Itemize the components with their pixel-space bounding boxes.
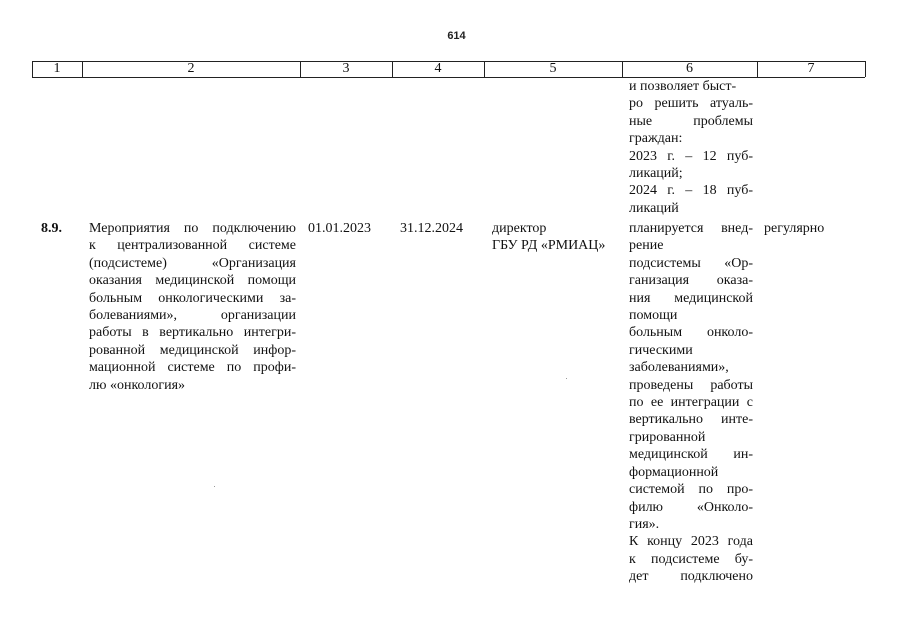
text-line: граждан: [629,131,683,147]
end-date: 31.12.2024 [400,221,463,236]
text-line: по ее интеграции с [629,395,753,411]
scan-speck [566,378,567,379]
text-line: Мероприятия по подключению [89,221,296,236]
text-line: К концу 2023 года [629,534,753,550]
text-line: ликаций [629,200,679,216]
responsible-person [492,220,622,255]
text-line: гия». [629,516,660,532]
text-line: мационной системе по профи- [89,360,296,376]
text-line: (подсистеме) «Организация [89,255,296,271]
text-line: ро решить атуаль- [629,96,753,112]
measure-description [89,220,296,394]
text-line: ганизация оказа- [629,273,753,289]
text-line: планируется внед- [629,221,753,236]
header-col-4: 4 [434,61,442,76]
text-line: формационной [629,464,719,480]
text-line: грированной [629,429,706,445]
text-line: к централизованной системе [89,238,296,254]
text-line: гическими [629,342,693,358]
row-number: 8.9. [41,221,62,236]
text-line: помощи [629,308,678,324]
text-line: вертикально инте- [629,412,753,428]
text-line: ликаций; [629,166,683,182]
header-divider [865,61,866,77]
periodicity: регулярно [764,221,825,236]
text-line: больным онкологическими за- [89,290,296,306]
text-line: 2024 г. – 18 пуб- [629,183,753,199]
text-line: ния медицинской [629,290,753,306]
header-col-6: 6 [686,61,693,76]
expected-result-text [629,220,753,586]
page-number: 614 [447,30,466,42]
text-line: болеваниями», организации [89,308,296,324]
text-line: ные проблемы [629,113,753,129]
text-line: рение [629,238,664,254]
text-line: дет подключено [629,569,753,585]
text-line: 2023 г. – 12 пуб- [629,148,753,164]
header-col-1: 1 [53,61,61,76]
text-line: оказания медицинской помощи [89,273,296,289]
text-line: системой по про- [629,482,753,498]
text-line: к подсистеме бу- [629,551,753,567]
header-col-7: 7 [807,61,815,76]
text-line: медицинской ин- [629,447,753,463]
text-line: лю «онкология» [89,377,186,393]
header-col-5: 5 [549,61,557,76]
header-col-3: 3 [342,61,350,76]
text-line: директор [492,221,547,236]
text-line: подсистемы «Ор- [629,255,753,271]
text-line: заболеваниями», [629,360,729,376]
text-line: работы в вертикально интегри- [89,325,296,341]
text-line: проведены работы [629,377,753,393]
start-date: 01.01.2023 [308,221,371,236]
text-line: рованной медицинской инфор- [89,342,296,358]
text-line: филю «Онколо- [629,499,753,515]
text-line: и позволяет быст- [629,79,737,94]
text-line: ГБУ РД «РМИАЦ» [492,238,606,254]
scan-speck [214,486,215,487]
header-col-2: 2 [187,61,195,76]
result-continuation-text [629,78,753,217]
text-line: больным онколо- [629,325,753,341]
